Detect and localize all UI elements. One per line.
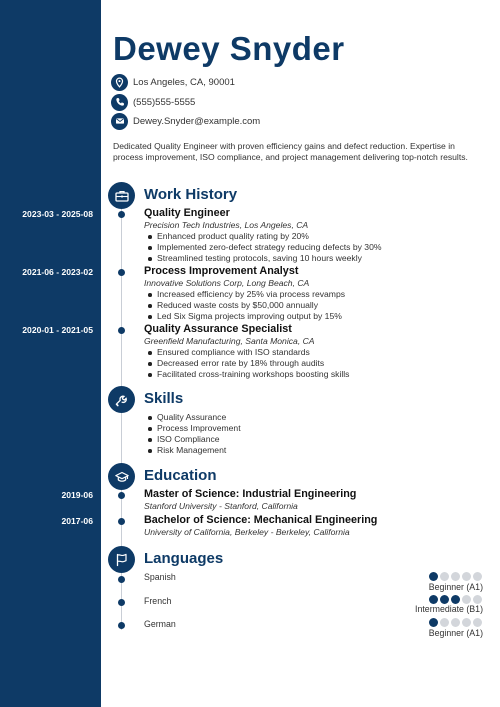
education-heading: Education <box>144 467 217 484</box>
education-entry <box>144 488 489 512</box>
timeline-dot <box>118 576 125 583</box>
left-sidebar-band <box>0 0 101 707</box>
rating-dot-empty <box>473 595 482 604</box>
rating-dot-empty <box>473 572 482 581</box>
professional-summary: Dedicated Quality Engineer with proven efficiency gains and defect reduction. Expertise in process improvement, ISO compliance, and project management delivering top-notch results. <box>113 141 468 163</box>
skills-list-block <box>144 412 489 456</box>
wrench-hand-icon <box>108 386 135 413</box>
rating-dot-empty <box>462 595 471 604</box>
timeline-dot <box>118 211 125 218</box>
school-name: Stanford University - Stanford, California <box>144 501 298 511</box>
language-rating <box>429 618 482 627</box>
job-title: Quality Assurance Specialist <box>144 323 292 335</box>
list-item: Facilitated cross-training workshops boosting skills <box>146 369 489 380</box>
rating-dot-empty <box>462 618 471 627</box>
job-bullets <box>146 289 489 322</box>
language-level: Beginner (A1) <box>428 582 483 592</box>
list-item: Process Improvement <box>146 423 489 434</box>
list-item: Increased efficiency by 25% via process revamps <box>146 289 489 300</box>
job-entry <box>144 323 489 380</box>
skills-heading: Skills <box>144 390 184 407</box>
phone-icon <box>111 94 128 111</box>
job-bullets <box>146 347 489 380</box>
list-item: Led Six Sigma projects improving output by 15% <box>146 311 489 322</box>
contact-phone <box>111 93 195 111</box>
timeline-dot <box>118 518 125 525</box>
list-item: Reduced waste costs by $50,000 annually <box>146 300 489 311</box>
rating-dot-empty <box>451 618 460 627</box>
language-level: Intermediate (B1) <box>415 604 483 614</box>
job-dates: 2023-03 - 2025-08 <box>22 209 93 219</box>
language-level: Beginner (A1) <box>428 628 483 638</box>
list-item: Enhanced product quality rating by 20% <box>146 231 489 242</box>
graduation-cap-icon <box>108 463 135 490</box>
job-bullets <box>146 231 489 264</box>
timeline-dot <box>118 327 125 334</box>
school-name: University of California, Berkeley - Berkeley, California <box>144 527 350 537</box>
list-item: Risk Management <box>146 445 489 456</box>
rating-dot-filled <box>429 595 438 604</box>
list-item: Decreased error rate by 18% through audits <box>146 358 489 369</box>
rating-dot-empty <box>451 572 460 581</box>
contact-location <box>111 73 235 91</box>
skills-list <box>146 412 489 456</box>
email-icon <box>111 113 128 130</box>
language-name: French <box>144 596 172 606</box>
job-company: Greenfield Manufacturing, Santa Monica, CA <box>144 336 315 346</box>
education-date: 2019-06 <box>61 490 93 500</box>
timeline-dot <box>118 622 125 629</box>
languages-heading: Languages <box>144 550 224 567</box>
flag-icon <box>108 546 135 573</box>
timeline-dot <box>118 492 125 499</box>
list-item: Ensured compliance with ISO standards <box>146 347 489 358</box>
rating-dot-empty <box>473 618 482 627</box>
education-entry <box>144 514 489 538</box>
rating-dot-empty <box>440 618 449 627</box>
job-entry <box>144 265 489 322</box>
contact-location-text: Los Angeles, CA, 90001 <box>133 76 235 88</box>
work-history-heading: Work History <box>144 186 238 203</box>
job-company: Innovative Solutions Corp, Long Beach, CA <box>144 278 310 288</box>
job-title: Quality Engineer <box>144 207 230 219</box>
job-company: Precision Tech Industries, Los Angeles, CA <box>144 220 309 230</box>
rating-dot-empty <box>440 572 449 581</box>
list-item: Streamlined testing protocols, saving 10 hours weekly <box>146 253 489 264</box>
contact-email <box>111 112 260 130</box>
list-item: ISO Compliance <box>146 434 489 445</box>
language-name: Spanish <box>144 572 176 582</box>
timeline-dot <box>118 269 125 276</box>
briefcase-icon <box>108 182 135 209</box>
location-pin-icon <box>111 74 128 91</box>
timeline-dot <box>118 599 125 606</box>
rating-dot-filled <box>429 618 438 627</box>
contact-phone-text: (555)555-5555 <box>133 96 196 108</box>
rating-dot-filled <box>440 595 449 604</box>
rating-dot-filled <box>429 572 438 581</box>
degree-title: Master of Science: Industrial Engineering <box>144 488 357 500</box>
candidate-name: Dewey Snyder <box>113 30 345 67</box>
contact-email-text: Dewey.Snyder@example.com <box>133 115 261 127</box>
education-date: 2017-06 <box>61 516 93 526</box>
job-dates: 2021-06 - 2023-02 <box>22 267 93 277</box>
rating-dot-empty <box>462 572 471 581</box>
list-item: Quality Assurance <box>146 412 489 423</box>
job-entry <box>144 207 489 264</box>
rating-dot-filled <box>451 595 460 604</box>
language-rating <box>429 572 482 581</box>
language-name: German <box>144 619 176 629</box>
list-item: Implemented zero-defect strategy reducing defects by 30% <box>146 242 489 253</box>
job-title: Process Improvement Analyst <box>144 265 299 277</box>
degree-title: Bachelor of Science: Mechanical Engineering <box>144 514 378 526</box>
job-dates: 2020-01 - 2021-05 <box>22 325 93 335</box>
language-rating <box>429 595 482 604</box>
